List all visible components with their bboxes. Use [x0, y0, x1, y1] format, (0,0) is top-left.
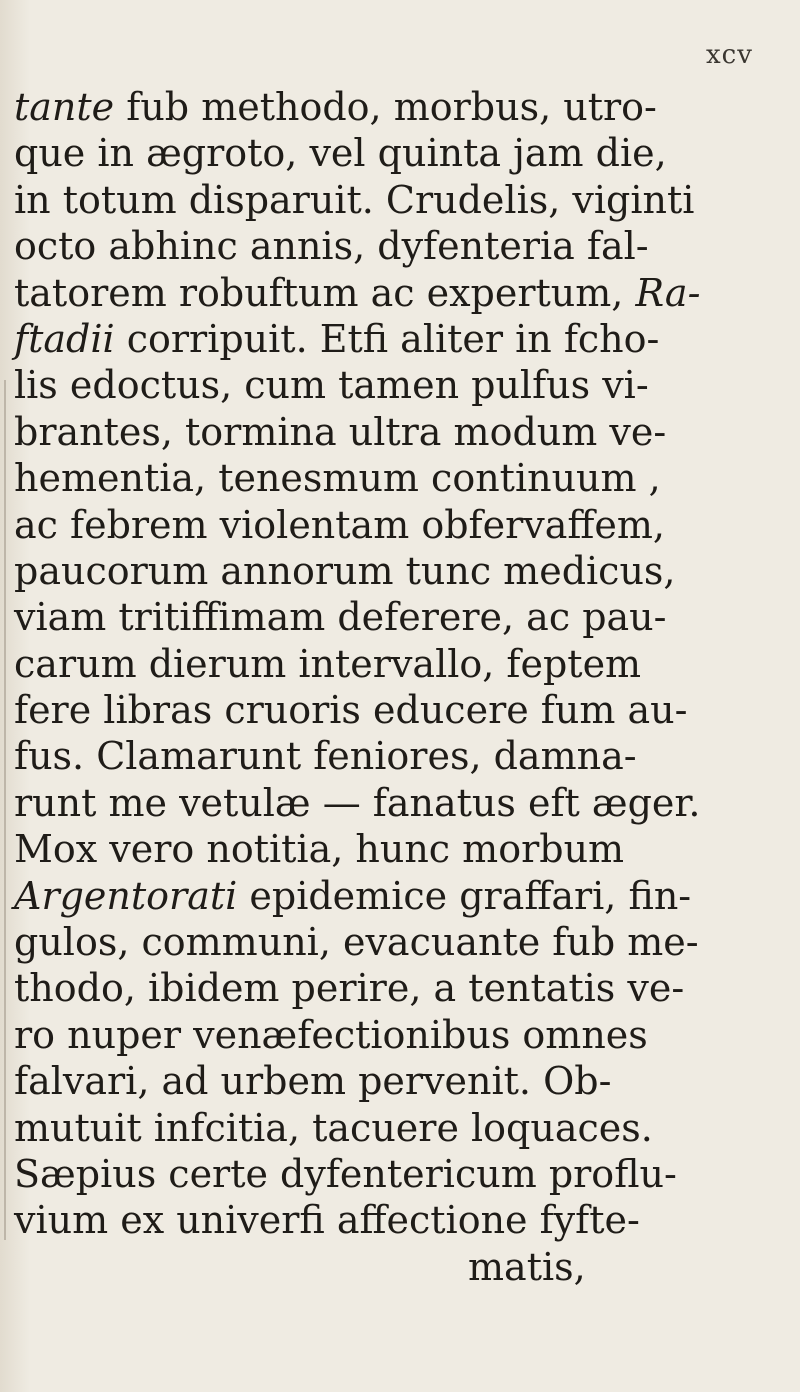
- text-line-24: [14, 1151, 714, 1197]
- text-segment: runt me vetulæ — fanatus eft æger.: [14, 780, 701, 825]
- page-number: xcv: [706, 40, 753, 70]
- text-segment: Sæpius certe dyfentericum proflu-: [14, 1151, 677, 1196]
- text-line-3: [14, 177, 714, 223]
- text-line-15: [14, 733, 714, 779]
- text-segment: mutuit infcitia, tacuere loquaces.: [14, 1105, 653, 1150]
- text-line-23: [14, 1105, 714, 1151]
- text-segment: hementia, tenesmum continuum ,: [14, 456, 661, 501]
- text-line-17: [14, 826, 714, 872]
- text-line-21: [14, 1012, 714, 1058]
- text-segment: brantes, tormina ultra modum ve-: [14, 409, 667, 454]
- italic-word: tante: [14, 85, 115, 129]
- text-line-4: [14, 223, 714, 269]
- text-segment: ac febrem violentam obfervaffem,: [14, 502, 665, 547]
- text-segment: falvari, ad urbem pervenit. Ob-: [14, 1059, 612, 1104]
- text-line-13: [14, 641, 714, 687]
- text-segment: tatorem robuftum ac expertum,: [14, 270, 636, 315]
- text-line-7: [14, 362, 714, 408]
- text-segment: thodo, ibidem perire, a tentatis ve-: [14, 966, 685, 1011]
- text-segment: epidemice graffari, fin-: [237, 873, 692, 918]
- text-line-16: [14, 780, 714, 826]
- text-segment: corripuit. Etfi aliter in fcho-: [114, 316, 660, 361]
- text-segment: fub methodo, morbus, utro-: [114, 85, 657, 129]
- italic-word: Ra-: [635, 270, 701, 315]
- text-line-5: [14, 270, 714, 316]
- text-line-14: [14, 687, 714, 733]
- text-segment: fere libras cruoris educere fum au-: [14, 688, 688, 733]
- text-line-11: [14, 548, 714, 594]
- text-segment: viam tritiffimam deferere, ac pau-: [14, 595, 667, 640]
- italic-word: Argentorati: [14, 873, 238, 918]
- text-line-8: [14, 409, 714, 455]
- text-line-10: [14, 502, 714, 548]
- text-line-19: [14, 919, 714, 965]
- text-line-9: [14, 455, 714, 501]
- text-segment: in totum disparuit. Crudelis, viginti: [14, 177, 695, 222]
- text-segment: ro nuper venæfectionibus omnes: [14, 1012, 648, 1057]
- italic-word: ftadii: [14, 316, 115, 361]
- text-segment: que in ægroto, vel quinta jam die,: [14, 131, 667, 176]
- text-line-25: [14, 1197, 714, 1243]
- catchword: matis,: [468, 1244, 586, 1289]
- text-line-18: [14, 873, 714, 919]
- text-line-2: [14, 130, 714, 176]
- text-segment: lis edoctus, cum tamen pulfus vi-: [14, 363, 649, 408]
- text-line-1: [14, 84, 714, 130]
- text-line-12: [14, 594, 714, 640]
- text-line-22: [14, 1058, 714, 1104]
- text-segment: gulos, communi, evacuante fub me-: [14, 920, 699, 965]
- page-edge-shadow: [4, 380, 6, 1240]
- text-segment: paucorum annorum tunc medicus,: [14, 548, 676, 593]
- text-segment: octo abhinc annis, dyfenteria fal-: [14, 224, 649, 269]
- text-segment: Mox vero notitia, hunc morbum: [14, 827, 625, 872]
- text-segment: fus. Clamarunt feniores, damna-: [14, 734, 637, 779]
- body-text: [14, 84, 714, 1290]
- text-line-20: [14, 965, 714, 1011]
- text-segment: carum dierum intervallo, feptem: [14, 641, 642, 686]
- text-line-6: [14, 316, 714, 362]
- text-segment: vium ex univerfi affectione fyfte-: [14, 1198, 640, 1243]
